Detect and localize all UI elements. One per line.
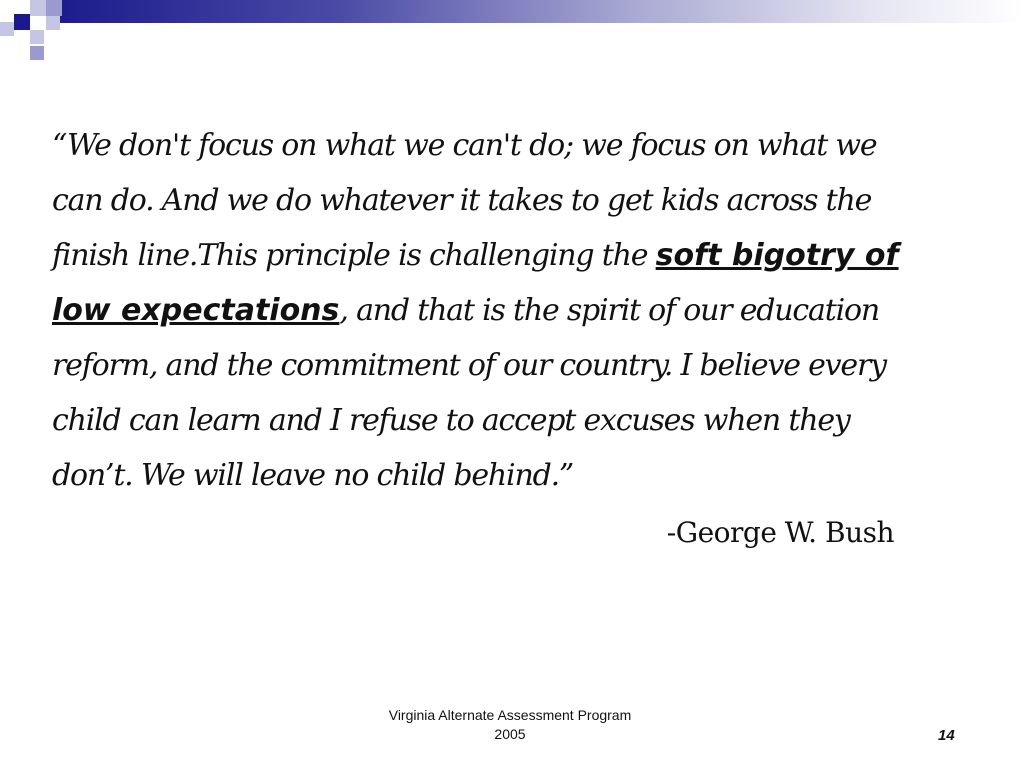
quote-emphasis: soft bigotry of low expectations	[52, 238, 899, 328]
footer-year: 2005	[494, 726, 526, 742]
quote-attribution: -George W. Bush	[666, 516, 894, 549]
decor-square	[14, 14, 30, 30]
decor-square	[30, 0, 46, 16]
footer-title: Virginia Alternate Assessment Program	[388, 707, 632, 723]
quote-part-1: “We don't focus on what we can't do; we focus on what we can do. And we do whatever it takes to get kids across the finish line.This principle is challenging the	[52, 128, 877, 273]
quote-part-2: , and that is the spirit of our education reform, and the commitment of our country. I believe every child can learn and I refuse to accept excuses when they don’t. We will leave no child behind.”	[52, 293, 886, 493]
decor-square	[46, 0, 62, 16]
decor-square	[30, 30, 44, 44]
header-gradient-bar	[48, 0, 1024, 23]
decor-square	[46, 16, 60, 30]
quote-text	[52, 118, 932, 503]
slide-footer	[340, 706, 680, 744]
decor-square	[30, 46, 44, 60]
decor-square	[0, 22, 14, 36]
page-number: 14	[938, 727, 955, 744]
